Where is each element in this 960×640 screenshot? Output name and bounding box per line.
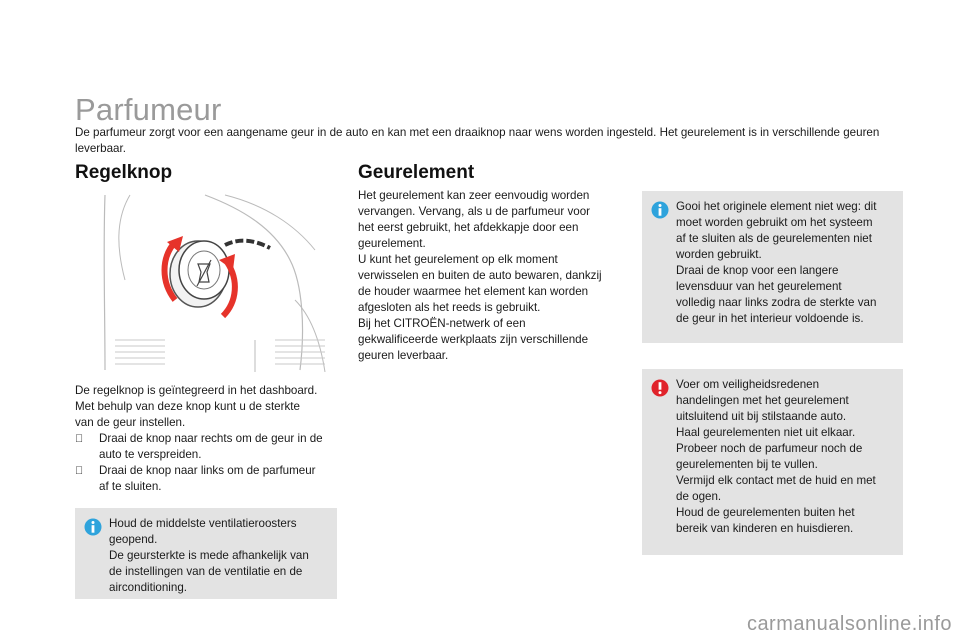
regelknop-line: van de geur instellen. — [75, 416, 186, 429]
regelknop-heading: Regelknop — [75, 162, 173, 183]
warning-line: Haal geurelementen niet uit elkaar. — [676, 426, 856, 439]
info-icon — [651, 201, 669, 219]
warning-box-safety — [642, 369, 903, 555]
info-box-ventilation — [75, 508, 337, 599]
info-line: worden gebruikt. — [676, 248, 762, 261]
info-line: Gooi het originele element niet weg: dit — [676, 200, 877, 213]
geurelement-line: de houder waarmee het element kan worden — [358, 285, 589, 298]
geurelement-line: Bij het CITROËN-netwerk of een — [358, 317, 526, 330]
info-line: levensduur van het geurelement — [676, 280, 842, 293]
warning-line: Vermijd elk contact met de huid en met — [676, 474, 876, 487]
geurelement-line: geurelement. — [358, 237, 426, 250]
bullet-line: Draai de knop naar links om de parfumeur — [99, 464, 316, 477]
info-line: de geur in het interieur voldoende is. — [676, 312, 864, 325]
warning-line: Probeer noch de parfumeur noch de — [676, 442, 863, 455]
bullet-marker — [75, 431, 83, 447]
bullet-item — [75, 431, 340, 463]
control-knob-illustration — [75, 190, 337, 372]
info-line: volledig naar links zodra de sterkte van — [676, 296, 877, 309]
warning-line: uitsluitend uit bij stilstaande auto. — [676, 410, 847, 423]
regelknop-line: De regelknop is geïntegreerd in het dashboard. — [75, 384, 318, 397]
geurelement-line: verwisselen en buiten de auto bewaren, dankzij — [358, 269, 602, 282]
bullet-item — [75, 463, 340, 495]
warning-line: geurelementen bij te vullen. — [676, 458, 818, 471]
info-line: de instellingen van de ventilatie en de — [109, 565, 303, 578]
knob-drawing — [75, 190, 337, 372]
info-line: moet worden gebruikt om het systeem — [676, 216, 873, 229]
info-line: af te sluiten als de geurelementen niet — [676, 232, 872, 245]
geurelement-heading: Geurelement — [358, 162, 475, 183]
info-line: Houd de middelste ventilatieroosters — [109, 517, 297, 530]
warning-icon — [651, 379, 669, 397]
page-title: Parfumeur — [75, 92, 222, 127]
geurelement-line: U kunt het geurelement op elk moment — [358, 253, 558, 266]
info-box-original-element — [642, 191, 903, 343]
watermark: carmanualsonline.info — [746, 613, 952, 635]
info-line: Draai de knop voor een langere — [676, 264, 839, 277]
geurelement-line: afgesloten als het reeds is gebruikt. — [358, 301, 541, 314]
intro-text: De parfumeur zorgt voor een aangename geur in de auto en kan met een draaiknop naar wens worden ingesteld. Het geurelement is in verschillende geuren leverbaar. — [75, 126, 880, 155]
bullet-line: auto te verspreiden. — [99, 448, 202, 461]
geurelement-line: Het geurelement kan zeer eenvoudig worden — [358, 189, 590, 202]
info-line: airconditioning. — [109, 581, 187, 594]
geurelement-line: geuren leverbaar. — [358, 349, 449, 362]
bullet-line: af te sluiten. — [99, 480, 162, 493]
geurelement-line: het eerst gebruikt, het afdekkapje door een — [358, 221, 579, 234]
warning-line: bereik van kinderen en huisdieren. — [676, 522, 854, 535]
regelknop-description — [75, 383, 340, 495]
geurelement-description — [358, 188, 618, 364]
regelknop-line: Met behulp van deze knop kunt u de sterkte — [75, 400, 300, 413]
bullet-line: Draai de knop naar rechts om de geur in de — [99, 432, 323, 445]
info-line: geopend. — [109, 533, 158, 546]
warning-line: de ogen. — [676, 490, 722, 503]
bullet-marker — [75, 463, 83, 479]
info-icon — [84, 518, 102, 536]
info-line: De geursterkte is mede afhankelijk van — [109, 549, 309, 562]
warning-line: Houd de geurelementen buiten het — [676, 506, 855, 519]
warning-line: handelingen met het geurelement — [676, 394, 849, 407]
geurelement-line: vervangen. Vervang, als u de parfumeur voor — [358, 205, 591, 218]
geurelement-line: gekwalificeerde werkplaats zijn verschillende — [358, 333, 589, 346]
warning-line: Voer om veiligheidsredenen — [676, 378, 820, 391]
